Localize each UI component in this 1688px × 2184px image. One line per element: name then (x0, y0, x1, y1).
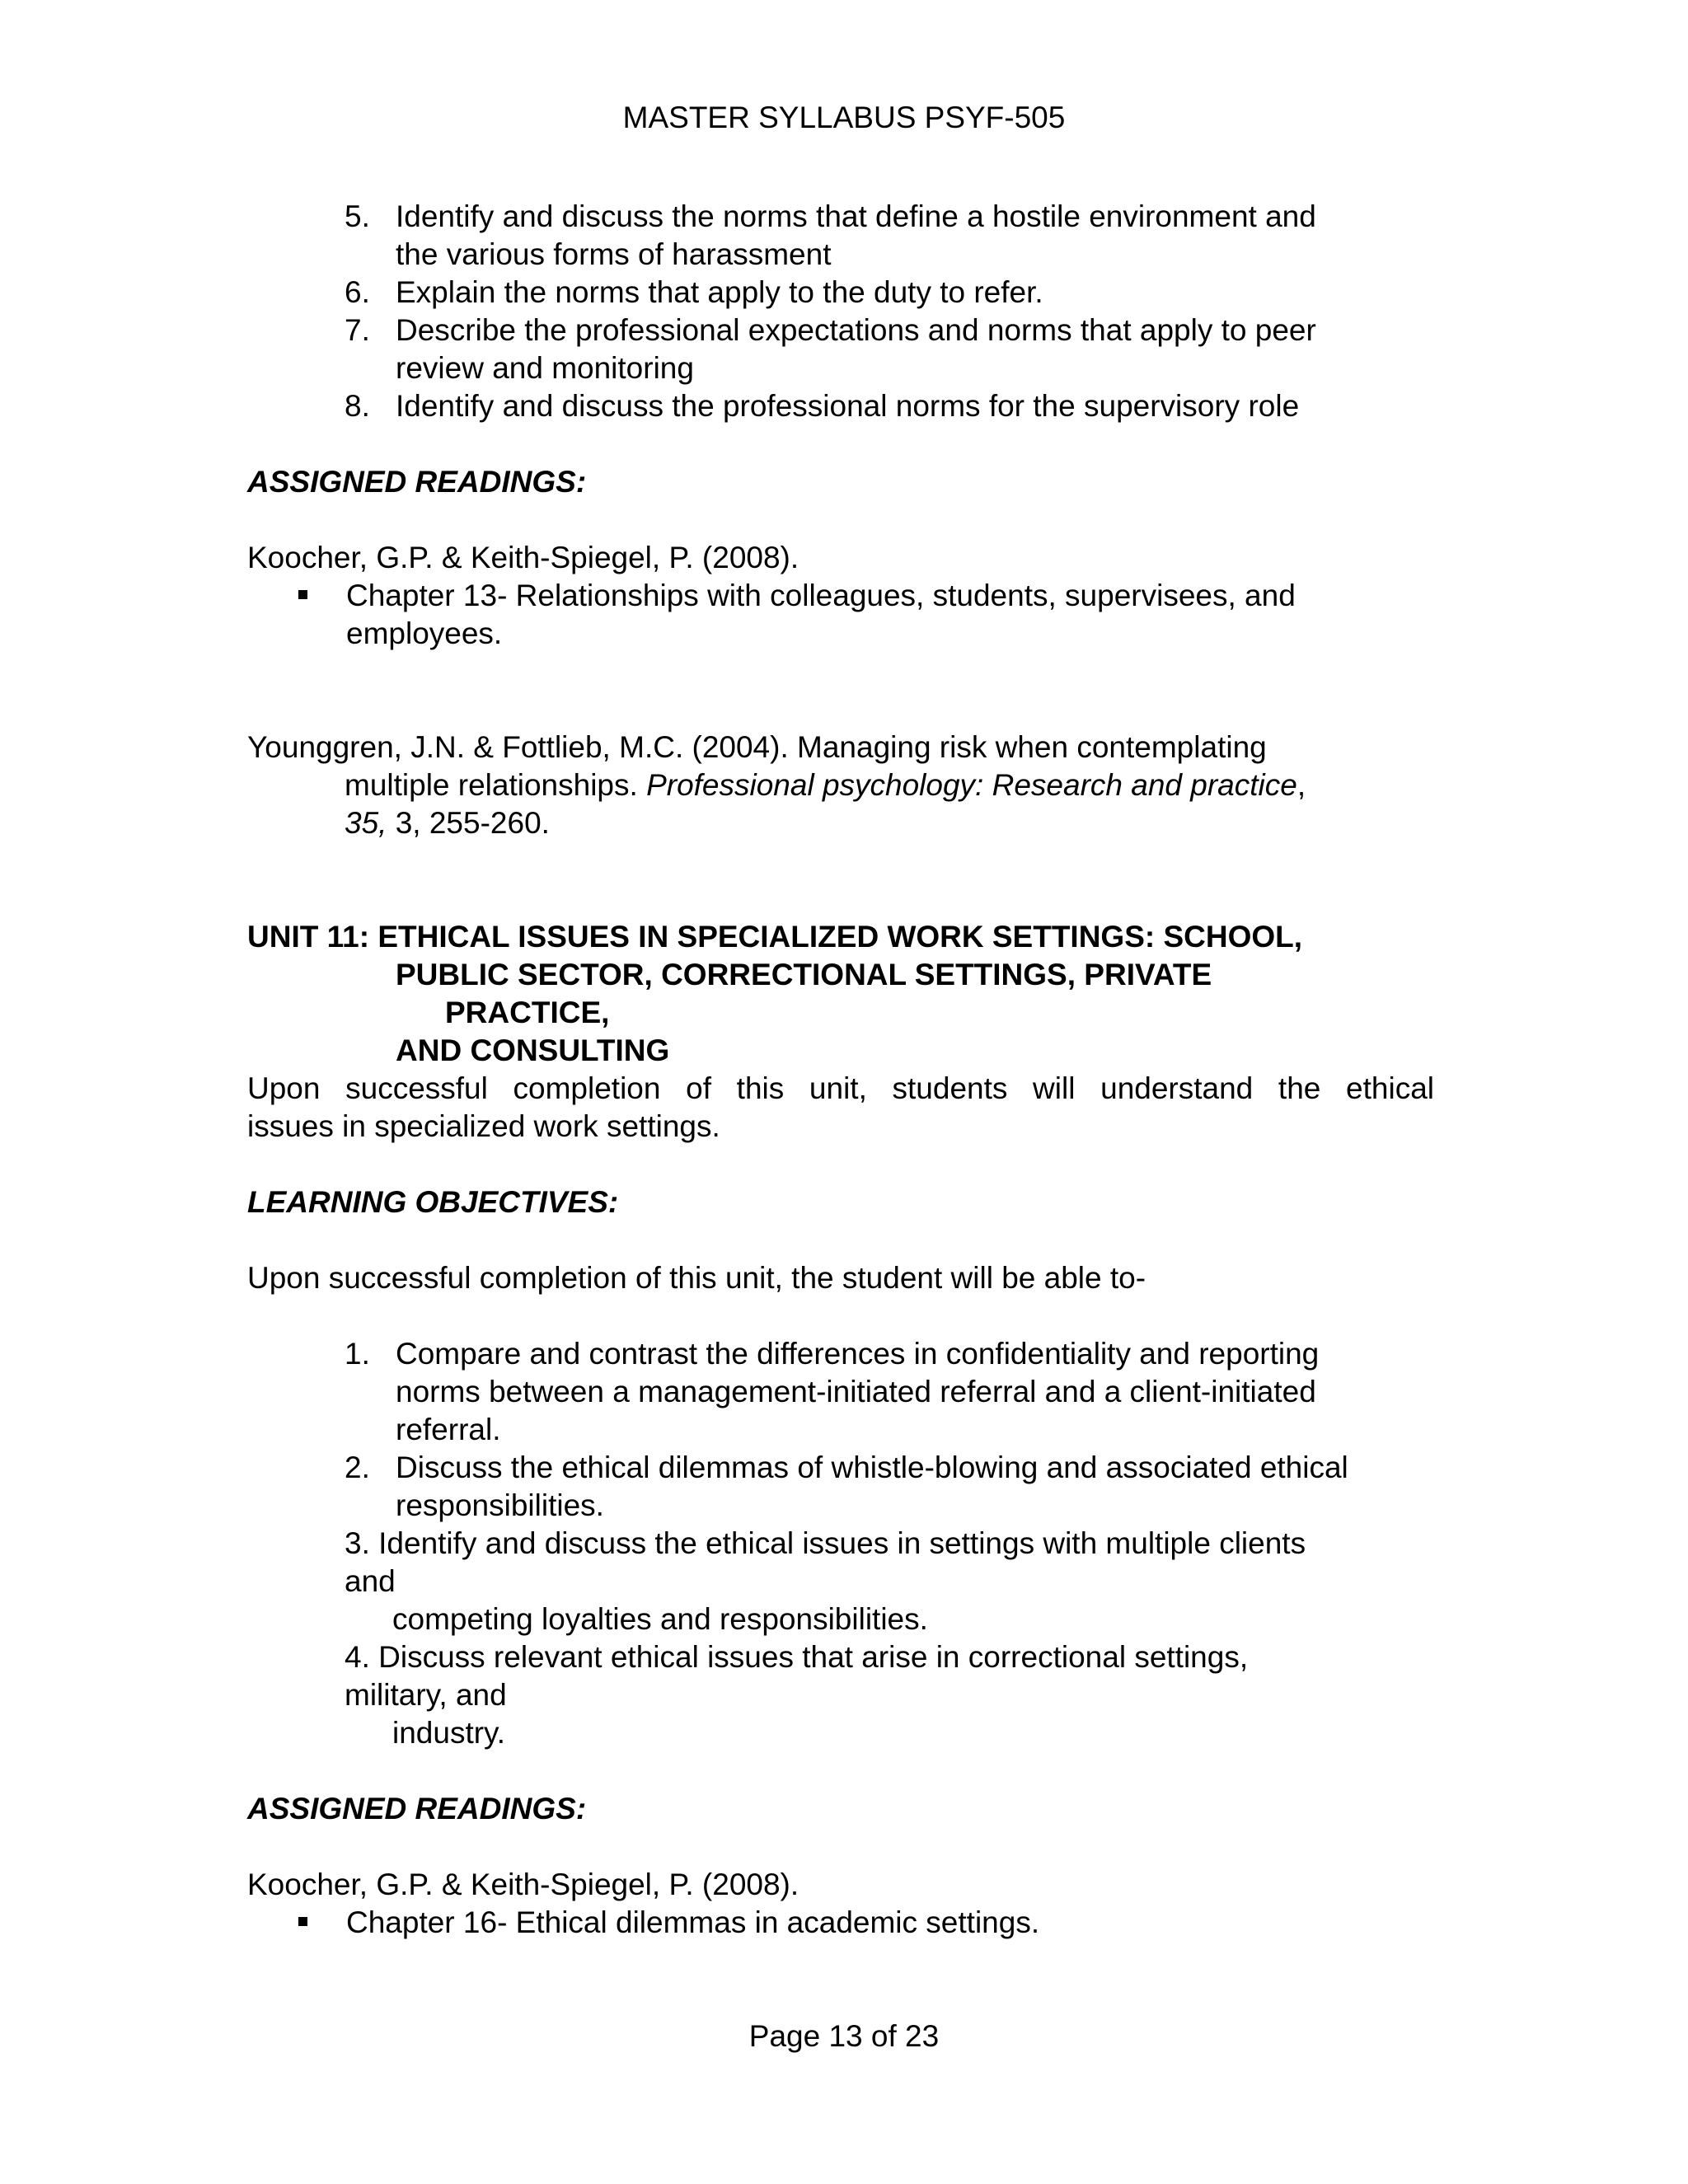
unit-title-continuation: AND CONSULTING (396, 1033, 670, 1067)
page-header: MASTER SYLLABUS PSYF-505 (622, 101, 1066, 134)
reading-chapter: Chapter 13- Relationships with colleagues, students, supervisees, and (346, 579, 1296, 612)
objectives-intro: Upon successful completion of this unit, the student will be able to- (247, 1261, 1146, 1295)
reading-reference: Koocher, G.P. & Keith-Spiegel, P. (2008). (247, 1868, 799, 1901)
reading-reference: Koocher, G.P. & Keith-Spiegel, P. (2008). (247, 541, 799, 574)
document-page: MASTER SYLLABUS PSYF-505 5. Identify and discuss the norms that define a hostile environment and the various forms of harassment 6. Explain the norms that apply to the duty to refer. 7. Describe the professional expectations and norms that apply to peer review and monitoring 8. Identify and discuss the professional norms for the supervisory role ASSIGNED READINGS: Koocher, G.P. & Keith-Spiegel, P. (2008). Chapter 13- Relationships with colleagues, students, supervisees, and employees. Younggren, J.N. & Fottlieb, M.C. (2004). Managing risk when contemplating multiple relationships. Professional psychology: Research and practice, 35, 3, 255-260. UNIT 11: ETHICAL ISSUES IN SPECIALIZED WORK SETTINGS: SCHOOL, PUBLIC SECTOR, CORRECTIONAL SETTINGS, PRIVATE PRACTICE, AND CONSULTING Upon successful completion of this unit, students will understand the ethical issues in specialized work settings. LEARNING OBJECTIVES: Upon successful completion of this unit, the student will be able to- 1. Compare and contrast the differences in confidentiality and reporting norms between a management-initiated referral and a client-initiated referral. 2. Discuss the ethical dilemmas of whistle-blowing and associated ethical responsibilities. 3. Identify and discuss the ethical issues in settings with multiple clients and competing loyalties and responsibilities. 4. Discuss relevant ethical issues that arise in correctional settings, military, and industry. ASSIGNED READINGS: Koocher, G.P. & Keith-Spiegel, P. (2008). Chapter 16- Ethical dilemmas in academic settings. Page 13 of 23 (0, 0, 1688, 2184)
unit-intro-continuation: issues in specialized work settings. (247, 1109, 720, 1143)
unit-intro: Upon successful completion of this unit, students will understand the ethical (247, 1071, 1434, 1105)
reading-reference: Younggren, J.N. & Fottlieb, M.C. (2004). Managing risk when contemplating (247, 730, 1267, 764)
reading-chapter-continuation: employees. (346, 616, 503, 650)
square-bullet-icon (298, 590, 307, 599)
unit-title: UNIT 11: ETHICAL ISSUES IN SPECIALIZED WORK SETTINGS: SCHOOL, (247, 920, 1303, 954)
assigned-readings-heading: ASSIGNED READINGS: (247, 1792, 587, 1825)
list-item-continuation: military, and (345, 1678, 507, 1712)
list-item-continuation: competing loyalties and responsibilities. (392, 1602, 928, 1636)
list-item: 4. Discuss relevant ethical issues that arise in correctional settings, (345, 1640, 1249, 1674)
learning-objectives-heading: LEARNING OBJECTIVES: (247, 1185, 619, 1219)
list-item: 3. Identify and discuss the ethical issues in settings with multiple clients (345, 1526, 1306, 1560)
list-item-continuation: industry. (392, 1716, 506, 1750)
reading-chapter: Chapter 16- Ethical dilemmas in academic settings. (346, 1905, 1040, 1939)
unit-title-continuation: PUBLIC SECTOR, CORRECTIONAL SETTINGS, PRIVATE (396, 958, 1212, 991)
reading-reference-continuation: 35, 3, 255-260. (345, 806, 550, 840)
unit-title-continuation: PRACTICE, (445, 996, 610, 1029)
reading-reference-continuation: multiple relationships. Professional psychology: Research and practice, (345, 768, 1306, 802)
list-item-continuation: and (345, 1564, 396, 1598)
square-bullet-icon (298, 1917, 307, 1926)
page-number: Page 13 of 23 (748, 2019, 940, 2053)
assigned-readings-heading: ASSIGNED READINGS: (247, 465, 587, 499)
